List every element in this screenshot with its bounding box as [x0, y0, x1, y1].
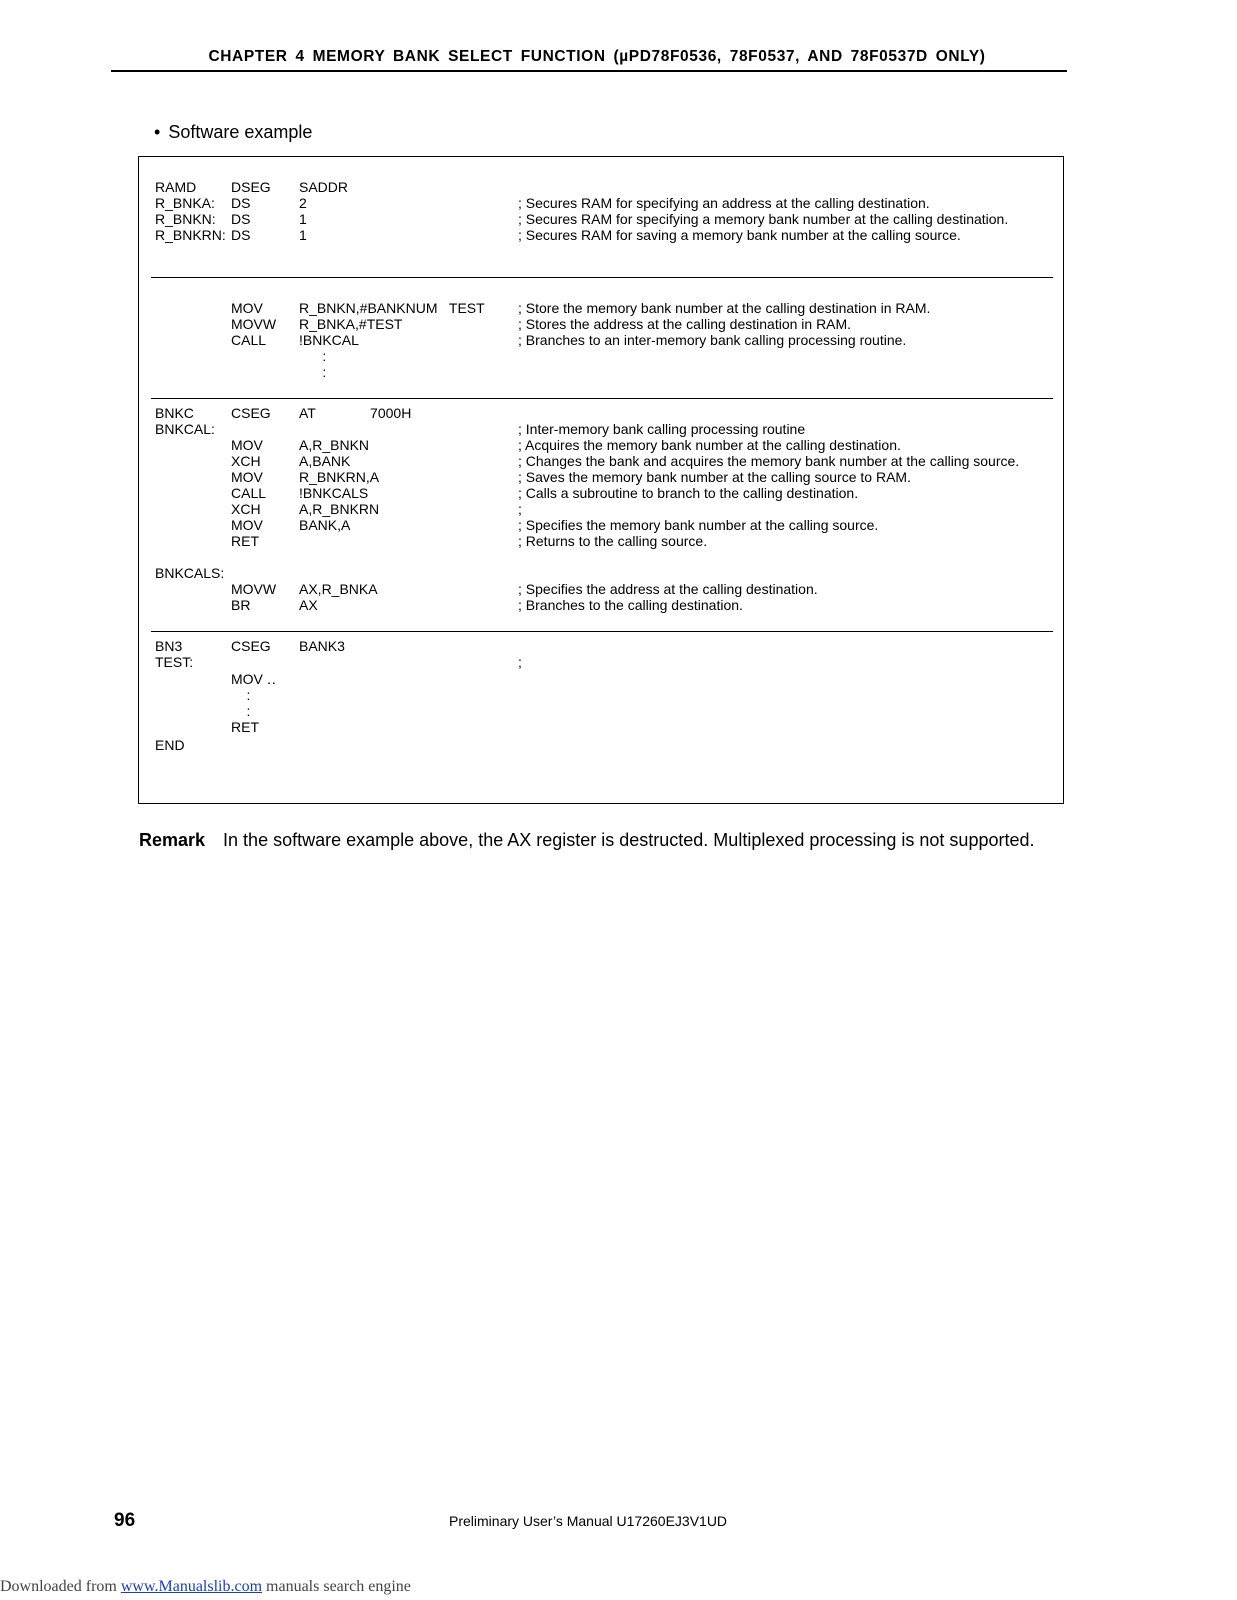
code-line	[139, 501, 1063, 517]
code-op: MOV	[231, 517, 263, 533]
code-line	[139, 437, 1063, 453]
code-comment: ; Secures RAM for saving a memory bank number at the calling source.	[518, 227, 961, 243]
code-comment: ; Changes the bank and acquires the memory bank number at the calling source.	[518, 453, 1020, 469]
code-line	[139, 316, 1063, 332]
code-op: RET	[231, 533, 259, 549]
code-line	[139, 211, 1063, 227]
code-line	[139, 227, 1063, 243]
code-line	[139, 737, 1063, 753]
code-separator	[151, 398, 1053, 399]
code-op: CALL	[231, 332, 267, 348]
code-operand: R_BNKN,#BANKNUM TEST	[299, 300, 485, 316]
code-operand: 1	[299, 211, 307, 227]
code-op: CALL	[231, 485, 267, 501]
code-ellipsis: :	[299, 348, 327, 364]
code-comment: ;	[518, 501, 522, 517]
code-label: R_BNKN:	[155, 211, 216, 227]
code-line	[139, 364, 1063, 380]
code-operand: AX,R_BNKA	[299, 581, 378, 597]
code-operand: R_BNKRN,A	[299, 469, 380, 485]
code-label: BNKCALS:	[155, 565, 225, 581]
code-operand: SADDR	[299, 179, 349, 195]
code-line	[139, 348, 1063, 364]
download-suffix: manuals search engine	[262, 1578, 411, 1595]
download-footer	[0, 1578, 411, 1596]
remark-text: In the software example above, the AX register is destructed. Multiplexed processing is not supported.	[223, 830, 1035, 850]
code-line	[139, 332, 1063, 348]
code-comment: ; Calls a subroutine to branch to the calling destination.	[518, 485, 859, 501]
code-label: BNKCAL:	[155, 421, 215, 437]
manual-title: Preliminary User’s Manual U17260EJ3V1UD	[449, 1513, 728, 1529]
code-comment: ; Specifies the memory bank number at the calling source.	[518, 517, 879, 533]
code-line	[139, 195, 1063, 211]
code-line	[139, 405, 1063, 421]
section-bullet	[154, 122, 312, 143]
code-line	[139, 703, 1063, 719]
code-label: END	[155, 737, 185, 753]
code-op: BR	[231, 597, 251, 613]
code-op: RET	[231, 719, 259, 735]
code-separator	[151, 631, 1053, 632]
code-label: RAMD	[155, 179, 197, 195]
code-operand: R_BNKA,#TEST	[299, 316, 403, 332]
code-line	[139, 654, 1063, 670]
code-line	[139, 597, 1063, 613]
code-line	[139, 671, 1063, 687]
code-comment: ; Stores the address at the calling destination in RAM.	[518, 316, 852, 332]
chapter-header: CHAPTER 4 MEMORY BANK SELECT FUNCTION (µPD78F0536, 78F0537, AND 78F0537D ONLY)	[208, 48, 986, 65]
code-label: BNKC	[155, 405, 194, 421]
remark	[139, 830, 1035, 851]
code-op: MOV ‥	[231, 671, 277, 687]
code-op: DS	[231, 227, 251, 243]
code-op: CSEG	[231, 638, 271, 654]
code-label: TEST:	[155, 654, 194, 670]
code-comment: ; Secures RAM for specifying a memory bank number at the calling destination.	[518, 211, 1009, 227]
code-line	[139, 421, 1063, 437]
code-line	[139, 485, 1063, 501]
bullet-text: Software example	[168, 122, 313, 142]
code-op: MOV	[231, 469, 263, 485]
code-op: DSEG	[231, 179, 271, 195]
code-op: MOV	[231, 437, 263, 453]
code-op: DS	[231, 211, 251, 227]
code-label: BN3	[155, 638, 183, 654]
code-operand: 1	[299, 227, 307, 243]
code-label: R_BNKRN:	[155, 227, 226, 243]
code-line	[139, 469, 1063, 485]
code-operand: !BNKCALS	[299, 485, 369, 501]
code-op: XCH	[231, 453, 261, 469]
code-line	[139, 638, 1063, 654]
code-ellipsis: :	[231, 687, 251, 703]
header-rule	[111, 70, 1067, 72]
remark-label: Remark	[139, 830, 206, 850]
code-operand: BANK3	[299, 638, 345, 654]
code-operand: 2	[299, 195, 307, 211]
code-comment: ; Store the memory bank number at the calling destination in RAM.	[518, 300, 931, 316]
code-line	[139, 517, 1063, 533]
code-comment: ; Branches to an inter-memory bank calling processing routine.	[518, 332, 907, 348]
code-op: XCH	[231, 501, 261, 517]
code-op: MOV	[231, 300, 263, 316]
page-number: 96	[114, 1510, 136, 1531]
code-comment: ; Secures RAM for specifying an address at the calling destination.	[518, 195, 930, 211]
code-line	[139, 565, 1063, 581]
code-ellipsis: :	[231, 703, 251, 719]
code-line	[139, 300, 1063, 316]
bullet-symbol: •	[154, 122, 161, 142]
code-op: CSEG	[231, 405, 271, 421]
code-line	[139, 719, 1063, 735]
code-comment: ; Specifies the address at the calling destination.	[518, 581, 818, 597]
code-comment: ; Inter-memory bank calling processing routine	[518, 421, 806, 437]
code-op: MOVW	[231, 316, 277, 332]
code-operand: A,R_BNKN	[299, 437, 370, 453]
code-operand: AX	[299, 597, 318, 613]
code-line	[139, 687, 1063, 703]
code-operand: AT 7000H	[299, 405, 412, 421]
code-operand: BANK,A	[299, 517, 351, 533]
download-prefix: Downloaded from	[0, 1578, 121, 1595]
code-comment: ; Saves the memory bank number at the calling source to RAM.	[518, 469, 911, 485]
code-label: R_BNKA:	[155, 195, 215, 211]
code-line	[139, 581, 1063, 597]
code-comment: ;	[518, 654, 522, 670]
code-line	[139, 453, 1063, 469]
code-line	[139, 533, 1063, 549]
code-line	[139, 179, 1063, 195]
code-comment: ; Branches to the calling destination.	[518, 597, 743, 613]
code-comment: ; Returns to the calling source.	[518, 533, 708, 549]
code-op: MOVW	[231, 581, 277, 597]
code-separator	[151, 277, 1053, 278]
code-ellipsis: :	[299, 364, 327, 380]
code-comment: ; Acquires the memory bank number at the calling destination.	[518, 437, 901, 453]
code-operand: !BNKCAL	[299, 332, 359, 348]
code-operand: A,BANK	[299, 453, 351, 469]
code-op: DS	[231, 195, 251, 211]
code-listing-box	[138, 156, 1064, 804]
code-operand: A,R_BNKRN	[299, 501, 380, 517]
manualslib-link[interactable]: www.Manualslib.com	[120, 1578, 263, 1595]
